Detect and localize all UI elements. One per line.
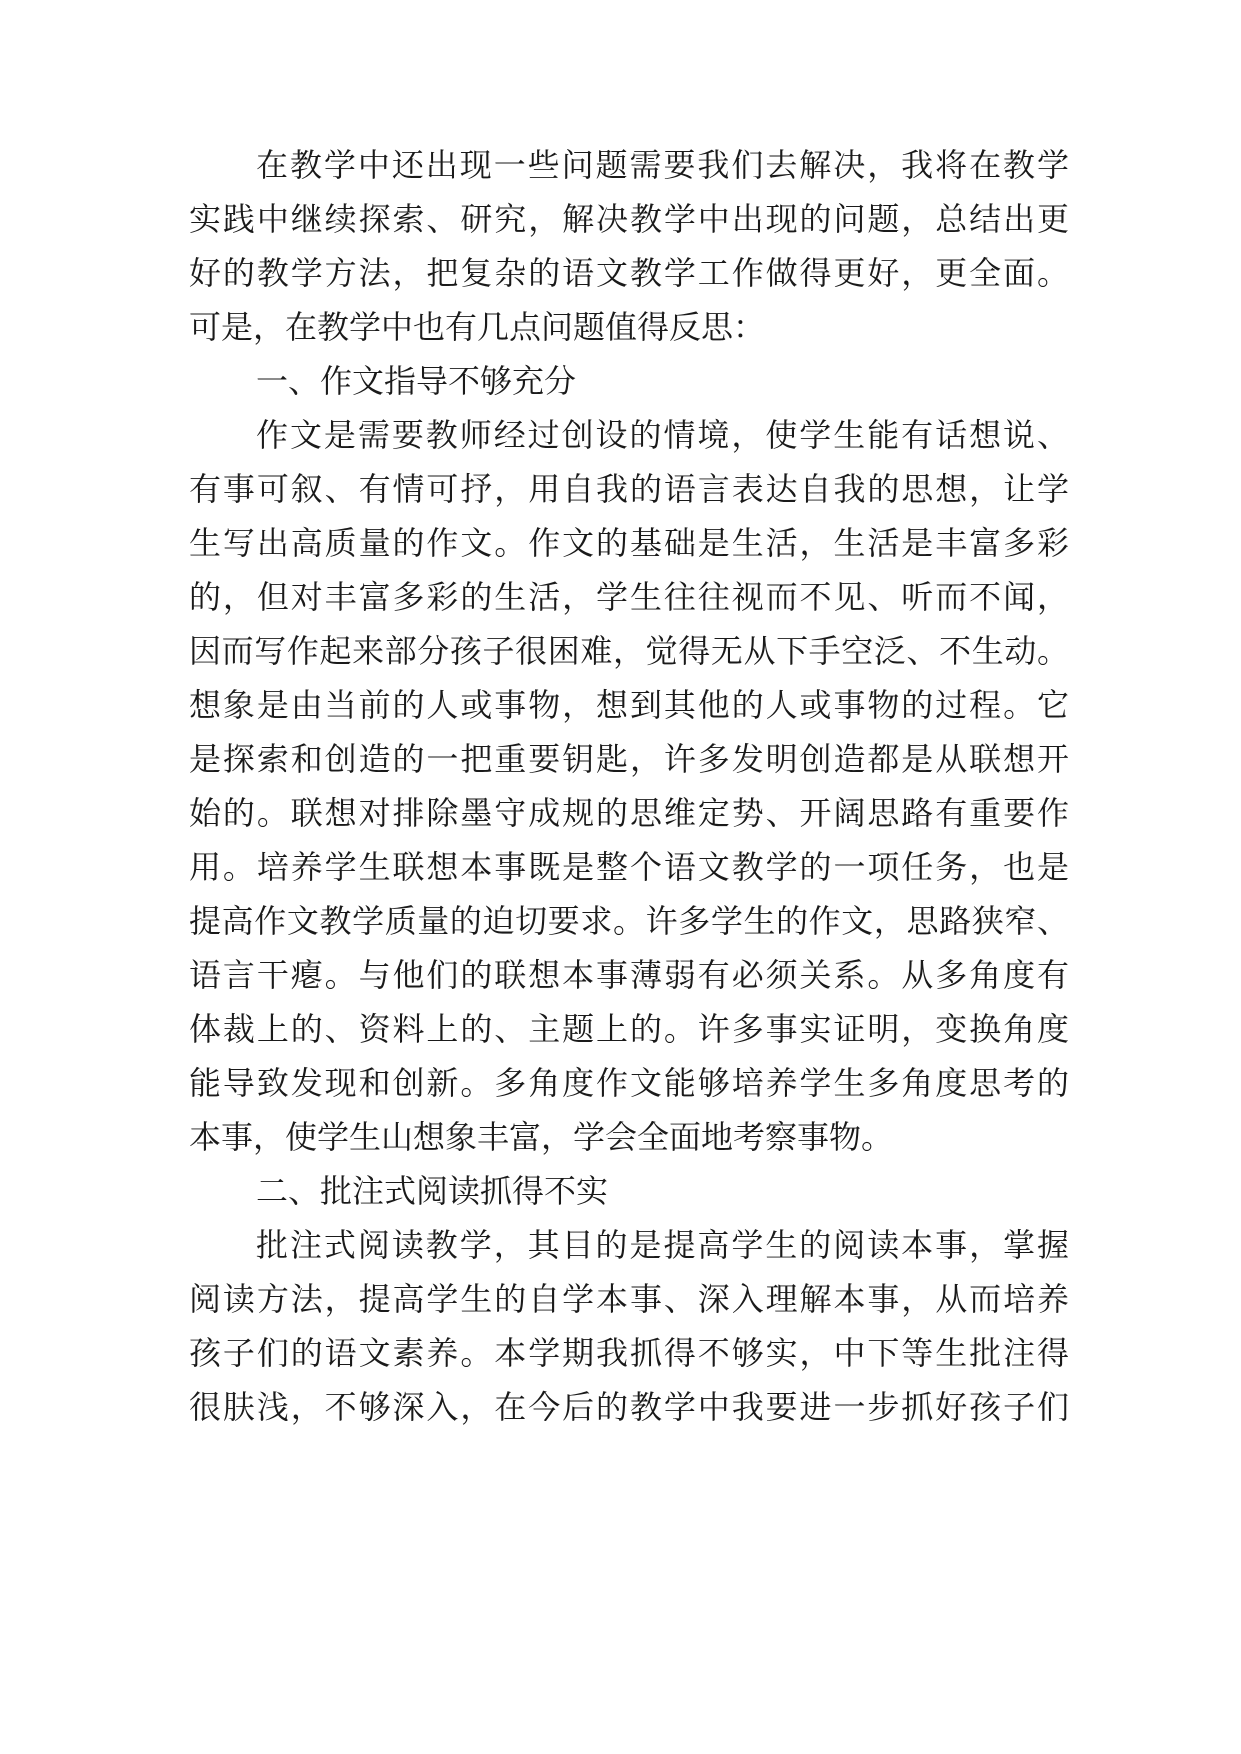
paragraph-2-line-6: 想象是由当前的人或事物，想到其他的人或事物的过程。它	[189, 686, 1069, 724]
paragraph-2-line-11: 语言干瘪。与他们的联想本事薄弱有必须关系。从多角度有	[189, 956, 1069, 994]
paragraph-1-line-3: 好的教学方法，把复杂的语文教学工作做得更好，更全面。	[189, 254, 1069, 292]
paragraph-2-line-7: 是探索和创造的一把重要钥匙，许多发明创造都是从联想开	[189, 740, 1069, 778]
paragraph-1-line-4: 可是，在教学中也有几点问题值得反思：	[189, 308, 766, 346]
section-heading-1: 一、作文指导不够充分	[256, 362, 577, 400]
paragraph-3-line-1: 批注式阅读教学，其目的是提高学生的阅读本事，掌握	[256, 1226, 1069, 1264]
paragraph-2-line-3: 生写出高质量的作文。作文的基础是生活，生活是丰富多彩	[189, 524, 1069, 562]
paragraph-2-line-8: 始的。联想对排除墨守成规的思维定势、开阔思路有重要作	[189, 794, 1069, 832]
paragraph-2-line-1: 作文是需要教师经过创设的情境，使学生能有话想说、	[256, 416, 1069, 454]
paragraph-2-line-10: 提高作文教学质量的迫切要求。许多学生的作文，思路狭窄、	[189, 902, 1069, 940]
paragraph-2-line-13: 能导致发现和创新。多角度作文能够培养学生多角度思考的	[189, 1064, 1069, 1102]
paragraph-2-line-14: 本事，使学生山想象丰富，学会全面地考察事物。	[189, 1118, 894, 1156]
paragraph-1-line-2: 实践中继续探索、研究，解决教学中出现的问题，总结出更	[189, 200, 1069, 238]
paragraph-1-line-1: 在教学中还出现一些问题需要我们去解决，我将在教学	[256, 146, 1069, 184]
paragraph-2-line-5: 因而写作起来部分孩子很困难，觉得无从下手空泛、不生动。	[189, 632, 1069, 670]
paragraph-3-line-2: 阅读方法，提高学生的自学本事、深入理解本事，从而培养	[189, 1280, 1069, 1318]
paragraph-2-line-9: 用。培养学生联想本事既是整个语文教学的一项任务，也是	[189, 848, 1069, 886]
section-heading-2: 二、批注式阅读抓得不实	[256, 1172, 609, 1210]
paragraph-3-line-3: 孩子们的语文素养。本学期我抓得不够实，中下等生批注得	[189, 1334, 1069, 1372]
paragraph-2-line-12: 体裁上的、资料上的、主题上的。许多事实证明，变换角度	[189, 1010, 1069, 1048]
paragraph-2-line-2: 有事可叙、有情可抒，用自我的语言表达自我的思想，让学	[189, 470, 1069, 508]
paragraph-3-line-4: 很肤浅，不够深入，在今后的教学中我要进一步抓好孩子们	[189, 1388, 1069, 1426]
paragraph-2-line-4: 的，但对丰富多彩的生活，学生往往视而不见、听而不闻，	[189, 578, 1069, 616]
